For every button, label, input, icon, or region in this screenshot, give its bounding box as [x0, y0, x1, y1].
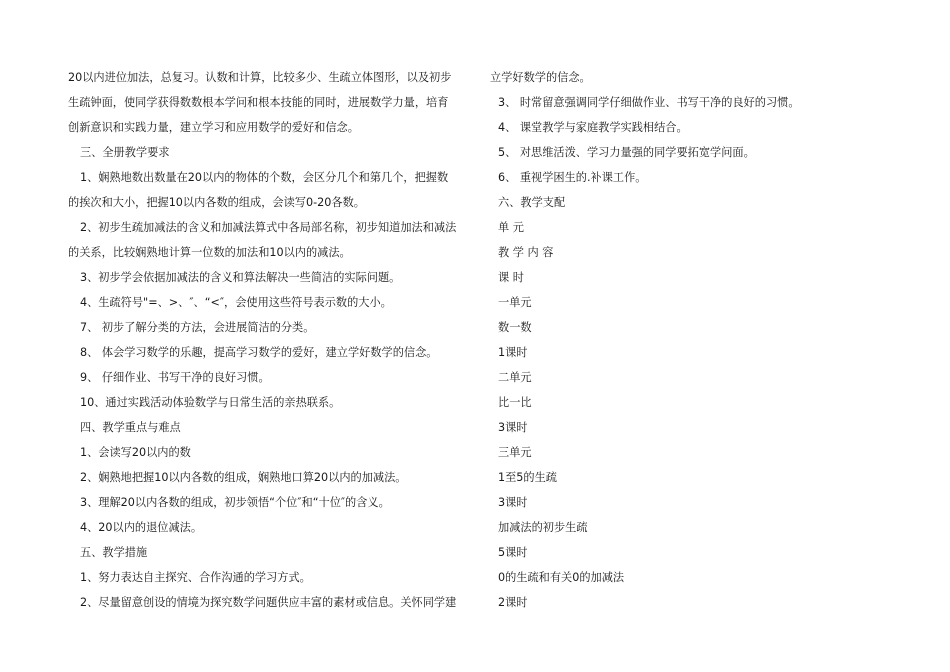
- schedule-content: 1至5的生疏: [498, 471, 557, 484]
- list-item: 1、会读写20以内的数: [80, 446, 191, 459]
- list-item: 5、 对思维活泼、学习力量强的同学要拓宽学问面。: [498, 146, 755, 159]
- section-heading: 四、教学重点与难点: [80, 421, 181, 434]
- list-item: 4、生疏符号"=、>、″、“<″，会使用这些符号表示数的大小。: [80, 296, 392, 309]
- schedule-content: 比一比: [498, 396, 532, 409]
- schedule-content: 0的生疏和有关0的加减法: [498, 571, 625, 584]
- right-text-column: [490, 65, 890, 615]
- section-heading: 三、全册教学要求: [80, 146, 170, 159]
- schedule-header-hours: 课 时: [498, 271, 524, 284]
- list-item: 10、通过实践活动体验数学与日常生活的亲热联系。: [80, 396, 341, 409]
- list-item: 7、 初步了解分类的方法，会进展简洁的分类。: [80, 321, 315, 334]
- list-item: 6、 重视学困生的.补课工作。: [498, 171, 647, 184]
- section-heading: 六、教学支配: [498, 196, 566, 209]
- list-item: 1、娴熟地数出数量在20以内的物体的个数，会区分几个和第几个，把握数: [80, 171, 449, 184]
- list-item: 3、初步学会依据加减法的含义和算法解决一些简洁的实际问题。: [80, 271, 401, 284]
- schedule-hours: 2课时: [498, 596, 528, 609]
- schedule-content: 数一数: [498, 321, 532, 334]
- list-item: 3、理解20以内各数的组成，初步领悟“个位″和“十位″的含义。: [80, 496, 390, 509]
- list-item: 9、 仔细作业、书写干净的良好习惯。: [80, 371, 270, 384]
- list-item: 3、 时常留意强调同学仔细做作业、书写干净的良好的习惯。: [498, 96, 800, 109]
- list-item: 4、 课堂教学与家庭教学实践相结合。: [498, 121, 688, 134]
- schedule-hours: 3课时: [498, 421, 528, 434]
- paragraph-line: 创新意识和实践力量，建立学习和应用数学的爱好和信念。: [68, 121, 359, 134]
- schedule-hours: 1课时: [498, 346, 528, 359]
- schedule-hours: 5课时: [498, 546, 528, 559]
- list-item: 2、尽量留意创设的情境为探究数学问题供应丰富的素材或信息。关怀同学建: [80, 596, 457, 609]
- section-heading: 五、教学措施: [80, 546, 148, 559]
- paragraph-line: 的挨次和大小，把握10以内各数的组成，会读写0-20各数。: [68, 196, 365, 209]
- schedule-unit: 二单元: [498, 371, 532, 384]
- paragraph-line: 立学好数学的信念。: [490, 71, 591, 84]
- list-item: 2、娴熟地把握10以内各数的组成，娴熟地口算20以内的加减法。: [80, 471, 407, 484]
- schedule-header-unit: 单 元: [498, 221, 524, 234]
- list-item: 8、 体会学习数学的乐趣，提高学习数学的爱好，建立学好数学的信念。: [80, 346, 438, 359]
- paragraph-line: 20以内进位加法，总复习。认数和计算，比较多少、生疏立体图形，以及初步: [68, 71, 452, 84]
- schedule-header-content: 教 学 内 容: [498, 246, 554, 259]
- list-item: 1、努力表达自主探究、合作沟通的学习方式。: [80, 571, 311, 584]
- list-item: 2、初步生疏加减法的含义和加减法算式中各局部名称，初步知道加法和减法: [80, 221, 457, 234]
- left-text-column: [68, 65, 460, 615]
- schedule-unit: 一单元: [498, 296, 532, 309]
- list-item: 4、20以内的退位减法。: [80, 521, 203, 534]
- schedule-content: 加减法的初步生疏: [498, 521, 588, 534]
- paragraph-line: 生疏钟面，使同学获得数数根本学问和根本技能的同时，进展数学力量，培育: [68, 96, 449, 109]
- schedule-hours: 3课时: [498, 496, 528, 509]
- schedule-unit: 三单元: [498, 446, 532, 459]
- paragraph-line: 的关系，比较娴熟地计算一位数的加法和10以内的减法。: [68, 246, 351, 259]
